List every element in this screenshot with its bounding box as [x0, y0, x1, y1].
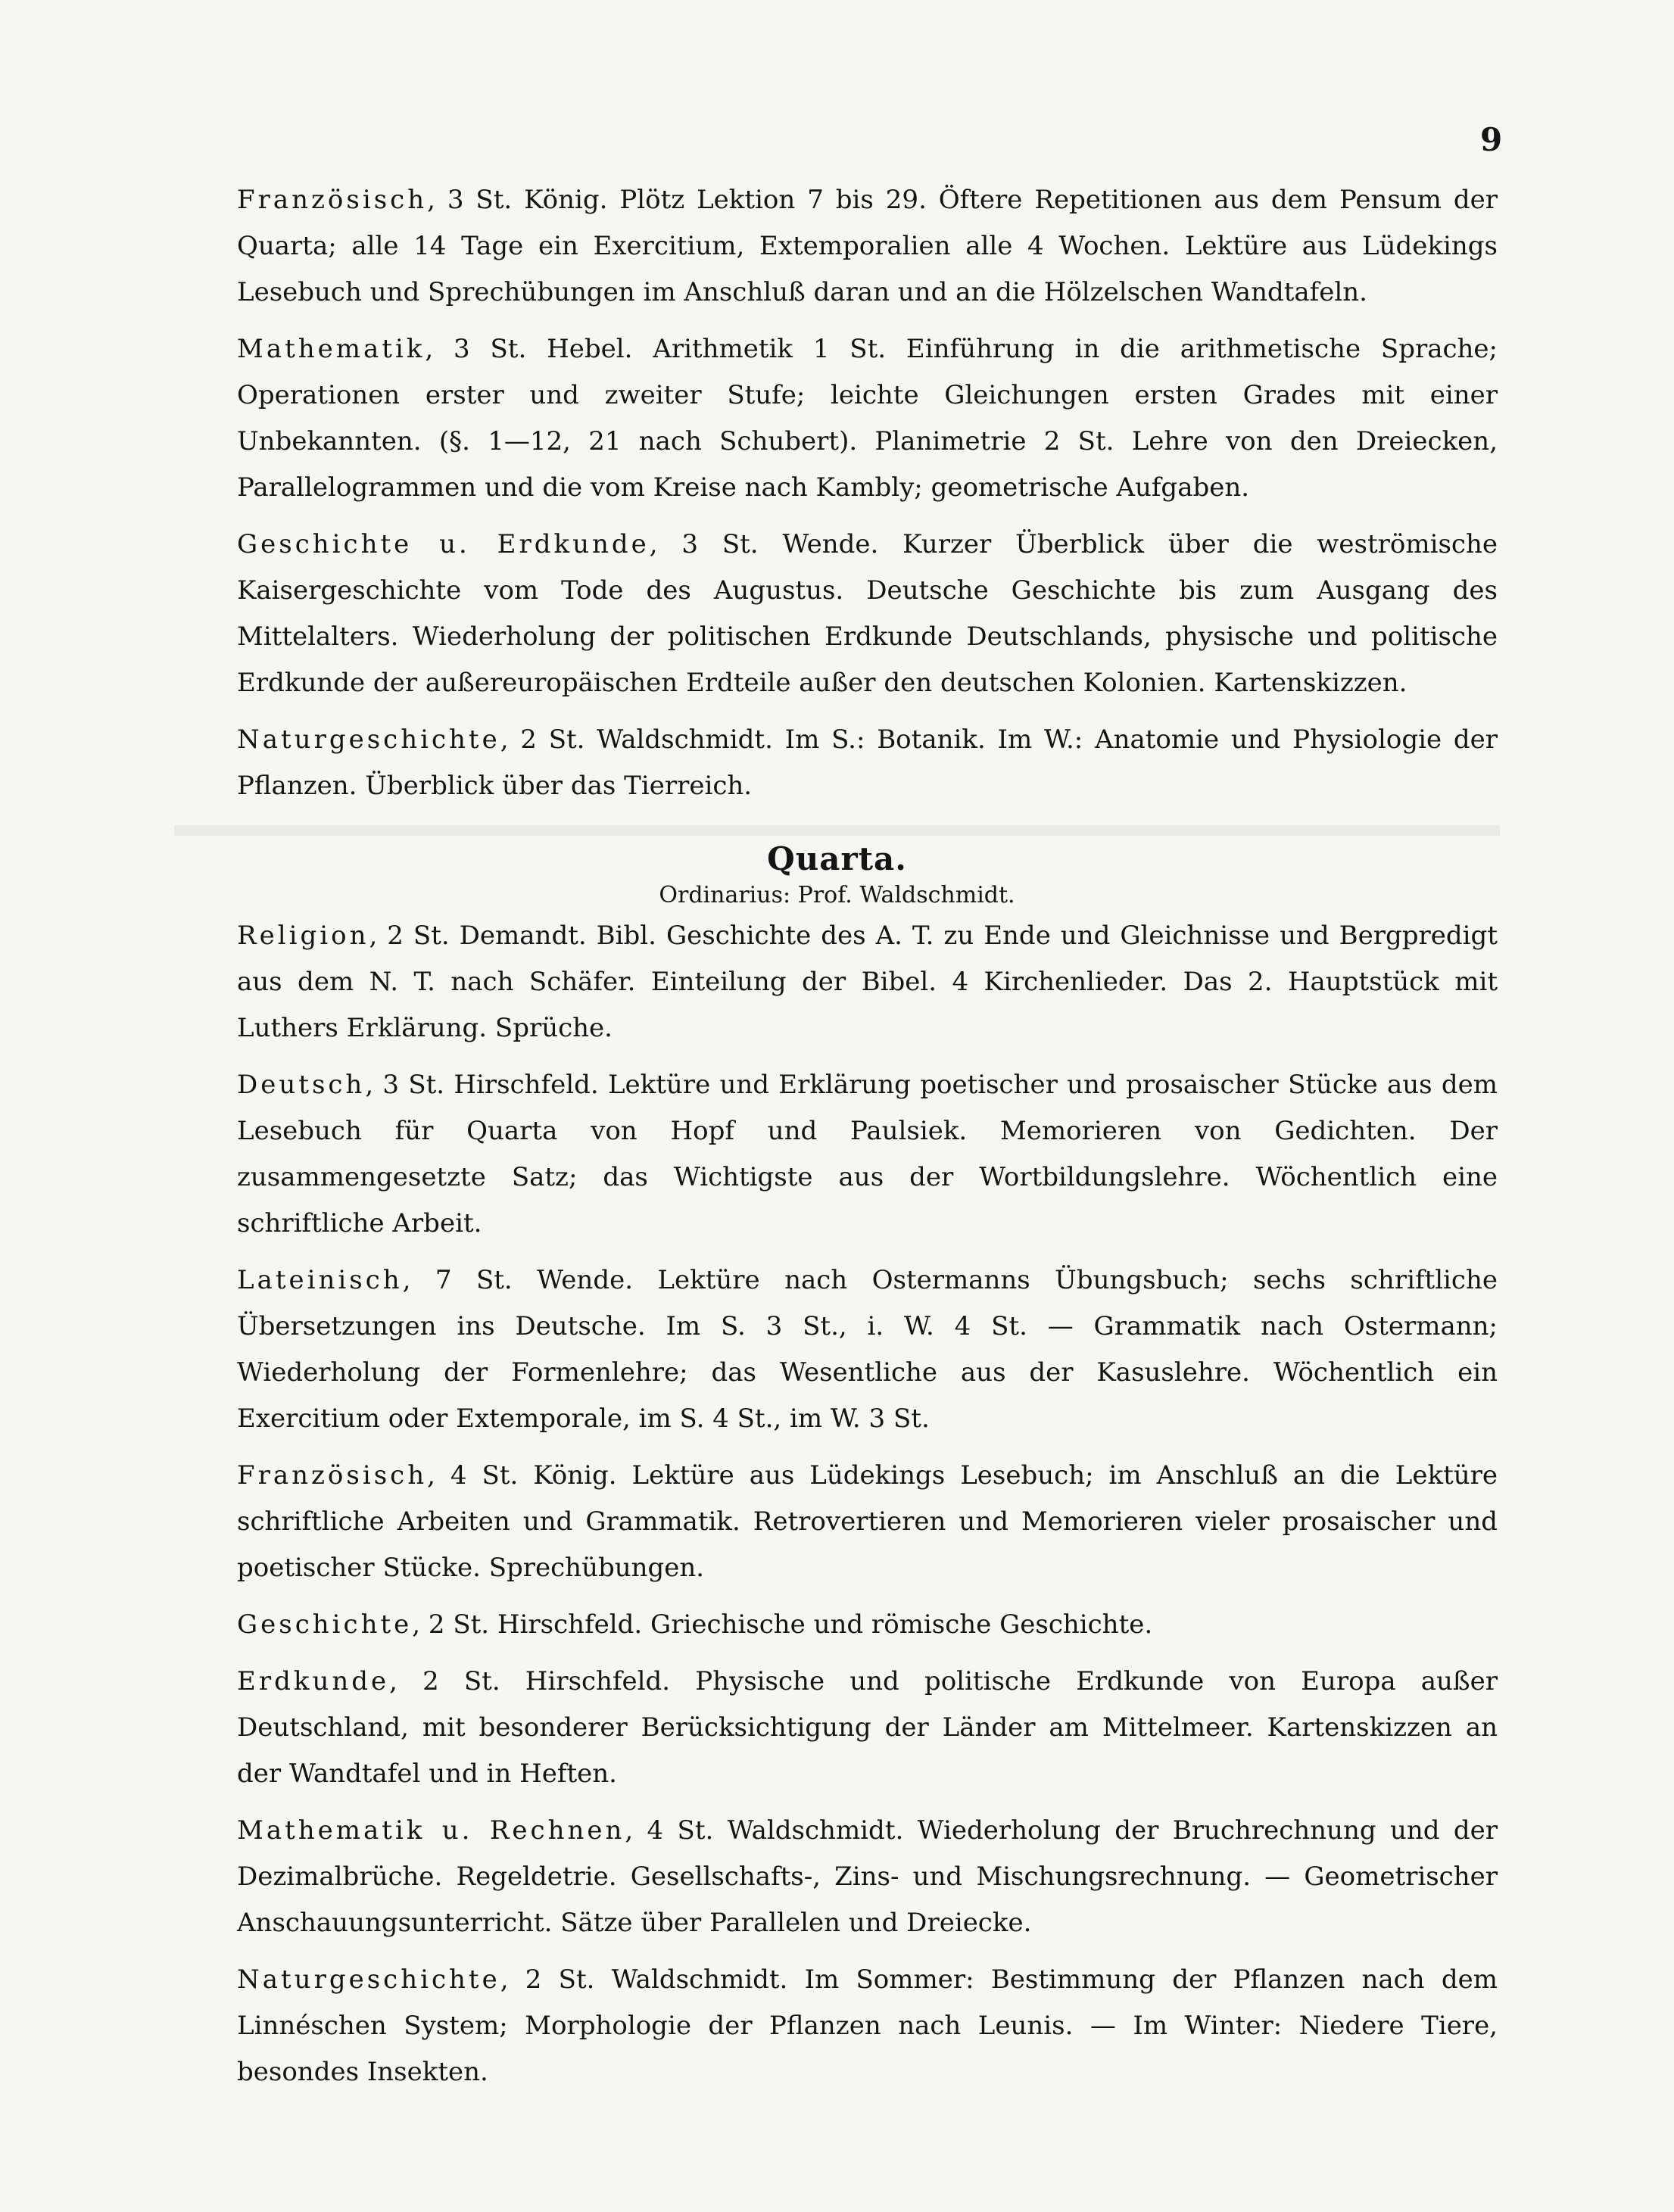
paragraph-text: , 2 St. Waldschmidt. Im Sommer: Bestimmung der Pflanzen nach dem Linnéschen System; Morphologie der Pflanzen nach Leunis. — Im Winter: Niedere Tiere, besondes Insekten.: [237, 1964, 1498, 2087]
paragraph-lateinisch: [237, 1257, 1498, 1442]
subject-heading: Geschichte u. Erdkunde: [237, 529, 650, 559]
paragraph-geschichte: [237, 1602, 1498, 1648]
paragraph-text: , 3 St. Hebel. Arithmetik 1 St. Einführung in die arithmetische Sprache; Operationen erster und zweiter Stufe; leichte Gleichungen ersten Grades mit einer Unbekannten. (§. 1—12, 21 nach Schubert). Planimetrie 2 St. Lehre von den Dreiecken, Parallelogrammen und die vom Kreise nach Kambly; geometrische Aufgaben.: [237, 334, 1498, 503]
paragraph-mathematik-upper: [237, 326, 1498, 511]
paragraph-text: , 3 St. Wende. Kurzer Überblick über die weströmische Kaisergeschichte vom Tode des Augustus. Deutsche Geschichte bis zum Ausgang des Mittelalters. Wiederholung der politischen Erdkunde Deutschlands, physische und politische Erdkunde der außereuropäischen Erdteile außer den deutschen Kolonien. Kartenskizzen.: [237, 529, 1498, 698]
paragraph-franzoesisch: [237, 1453, 1498, 1591]
subject-heading: Erdkunde: [237, 1666, 390, 1696]
subject-heading: Religion: [237, 921, 369, 951]
subject-heading: Deutsch: [237, 1070, 366, 1100]
paragraph-text: , 3 St. Hirschfeld. Lektüre und Erklärung poetischer und prosaischer Stücke aus dem Lesebuch für Quarta von Hopf und Paulsiek. Memorieren von Gedichten. Der zusammengesetzte Satz; das Wichtigste aus der Wortbildungslehre. Wöchentlich eine schriftliche Arbeit.: [237, 1070, 1498, 1238]
subject-heading: Mathematik u. Rechnen: [237, 1815, 625, 1846]
paragraph-text: , 2 St. Demandt. Bibl. Geschichte des A. T. zu Ende und Gleichnisse und Bergpredigt aus dem N. T. nach Schäfer. Einteilung der Bibel. 4 Kirchenlieder. Das 2. Hauptstück mit Luthers Erklärung. Sprüche.: [237, 921, 1498, 1043]
paragraph-deutsch: [237, 1062, 1498, 1247]
paragraph-text: , 7 St. Wende. Lektüre nach Ostermanns Übungsbuch; sechs schriftliche Übersetzungen ins Deutsche. Im S. 3 St., i. W. 4 St. — Grammatik nach Ostermann; Wiederholung der Formenlehre; das Wesentliche aus der Kasuslehre. Wöchentlich ein Exercitium oder Extemporale, im S. 4 St., im W. 3 St.: [237, 1265, 1498, 1434]
paragraph-erdkunde: [237, 1659, 1498, 1797]
page-number: 9: [1480, 121, 1503, 158]
subject-heading: Französisch: [237, 1460, 428, 1491]
subject-heading: Geschichte: [237, 1609, 413, 1640]
subject-heading: Naturgeschichte: [237, 1964, 500, 1995]
paragraph-text: , 2 St. Hirschfeld. Griechische und römische Geschichte.: [412, 1609, 1153, 1640]
paragraph-religion: [237, 913, 1498, 1051]
subject-heading: Mathematik: [237, 334, 426, 364]
paragraph-text: , 2 St. Waldschmidt. Im S.: Botanik. Im W.: Anatomie und Physiologie der Pflanzen. Überblick über das Tierreich.: [237, 724, 1498, 801]
subject-heading: Lateinisch: [237, 1265, 403, 1295]
paragraph-mathematik-rechnen: [237, 1808, 1498, 1946]
section-subtitle: Ordinarius: Prof. Waldschmidt.: [659, 882, 1015, 908]
paragraph-naturgeschichte: [237, 1957, 1498, 2095]
subject-heading: Französisch: [237, 185, 428, 215]
show-through-mark: [174, 825, 1500, 836]
quarta-curriculum-block: [237, 913, 1498, 2106]
paragraph-geschichte-erdkunde-upper: [237, 522, 1498, 706]
subject-heading: Naturgeschichte: [237, 724, 500, 755]
paragraph-franzoesisch-upper: [237, 177, 1498, 316]
upper-curriculum-block: [237, 177, 1498, 820]
paragraph-text: , 3 St. König. Plötz Lektion 7 bis 29. Öftere Repetitionen aus dem Pensum der Quarta; alle 14 Tage ein Exercitium, Extemporalien alle 4 Wochen. Lektüre aus Lüdekings Lesebuch und Sprechübungen im Anschluß daran und an die Hölzelschen Wandtafeln.: [237, 185, 1498, 307]
paragraph-naturgeschichte-upper: [237, 717, 1498, 809]
paragraph-text: , 4 St. Waldschmidt. Wiederholung der Bruchrechnung und der Dezimalbrüche. Regeldetrie. Gesellschafts-, Zins- und Mischungsrechnung. — Geometrischer Anschauungsunterricht. Sätze über Parallelen und Dreiecke.: [237, 1815, 1498, 1938]
section-title: Quarta.: [767, 840, 907, 877]
paragraph-text: , 2 St. Hirschfeld. Physische und politische Erdkunde von Europa außer Deutschland, mit besonderer Berücksichtigung der Länder am Mittelmeer. Kartenskizzen an der Wandtafel und in Heften.: [237, 1666, 1498, 1789]
paragraph-text: , 4 St. König. Lektüre aus Lüdekings Lesebuch; im Anschluß an die Lektüre schriftliche Arbeiten und Grammatik. Retrovertieren und Memorieren vieler prosaischer und poetischer Stücke. Sprechübungen.: [237, 1460, 1498, 1583]
